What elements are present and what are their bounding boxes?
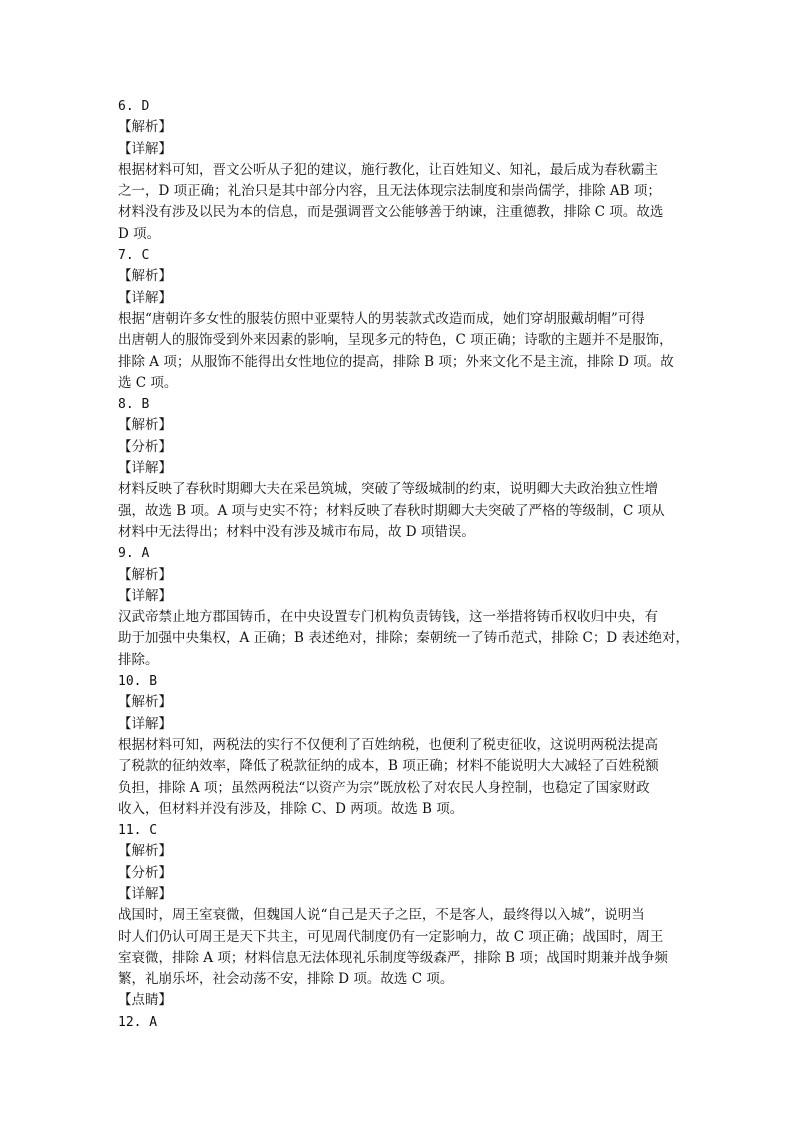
explanation-line: 根据材料可知，两税法的实行不仅便利了百姓纳税，也便利了税吏征收，这说明两税法提高	[118, 736, 658, 753]
section-tag: 【详解】	[118, 587, 172, 604]
section-tag: 【分析】	[118, 438, 172, 455]
question-number: 11. C	[118, 823, 158, 839]
question-number: 9. A	[118, 546, 150, 562]
question-number: 7. C	[118, 248, 150, 264]
answer-block	[118, 394, 678, 543]
answer-block	[118, 96, 678, 245]
explanation-line: 排除 A 项；从服饰不能得出女性地位的提高，排除 B 项；外来文化不是主流，排除 D 项。故	[118, 353, 674, 370]
explanation-line: 繁，礼崩乐坏，社会动荡不安，排除 D 项。故选 C 项。	[118, 971, 454, 988]
answer-block	[118, 1012, 678, 1033]
section-tag: 【解析】	[118, 268, 172, 285]
explanation-line: 收入，但材料并没有涉及，排除 C、D 两项。故选 B 项。	[118, 800, 464, 817]
explanation-line: 负担，排除 A 项；虽然两税法“以资产为宗”既放松了对农民人身控制，也稳定了国家财政	[118, 779, 650, 796]
explanation-line: 强，故选 B 项。A 项与史实不符；材料反映了春秋时期卿大夫突破了严格的等级制，C 项从	[118, 502, 665, 519]
section-tag: 【分析】	[118, 864, 172, 881]
explanation-line: 选 C 项。	[118, 374, 178, 391]
section-tag: 【解析】	[118, 417, 172, 434]
section-tag: 【解析】	[118, 694, 172, 711]
section-tag: 【详解】	[118, 885, 172, 902]
answer-block	[118, 245, 678, 394]
explanation-line: 材料没有涉及以民为本的信息，而是强调晋文公能够善于纳谏，注重德教，排除 C 项。故选	[118, 204, 664, 221]
explanation-line: 汉武帝禁止地方郡国铸币，在中央设置专门机构负责铸钱，这一举措将铸币权收归中央，有	[118, 609, 658, 626]
explanation-line: 材料反映了春秋时期卿大夫在采邑筑城，突破了等级城制的约束，说明卿大夫政治独立性增	[118, 481, 658, 498]
section-tag: 【点睛】	[118, 992, 172, 1009]
explanation-line: 材料中无法得出；材料中没有涉及城市布局，故 D 项错误。	[118, 523, 475, 540]
answer-block	[118, 543, 689, 671]
answer-block	[118, 671, 678, 820]
question-number: 12. A	[118, 1014, 158, 1030]
question-number: 8. B	[118, 397, 150, 413]
explanation-line: 时人们仍认可周王是天下共主，可见周代制度仍有一定影响力，故 C 项正确；战国时，周王	[118, 928, 664, 945]
answer-block	[118, 820, 678, 1012]
explanation-line: 根据材料可知，晋文公听从子犯的建议，施行教化，让百姓知义、知礼，最后成为春秋霸主	[118, 161, 658, 178]
explanation-line: 排除。	[118, 651, 159, 668]
section-tag: 【详解】	[118, 460, 172, 477]
explanation-line: 室衰微，排除 A 项；材料信息无法体现礼乐制度等级森严，排除 B 项；战国时期兼并战争频	[118, 949, 668, 966]
explanation-line: 根据“唐朝许多女性的服装仿照中亚粟特人的男装款式改造而成，她们穿胡服戴胡帽”可得	[118, 310, 645, 327]
answer-page	[118, 96, 689, 1033]
section-tag: 【详解】	[118, 289, 172, 306]
section-tag: 【解析】	[118, 566, 172, 583]
section-tag: 【详解】	[118, 140, 172, 157]
explanation-line: 了税款的征纳效率，降低了税款征纳的成本，B 项正确；材料不能说明大大减轻了百姓税额	[118, 758, 659, 775]
question-number: 6. D	[118, 99, 150, 114]
section-tag: 【详解】	[118, 715, 172, 732]
question-number: 10. B	[118, 674, 158, 690]
explanation-line: D 项。	[118, 225, 161, 242]
section-tag: 【解析】	[118, 119, 172, 136]
explanation-line: 出唐朝人的服饰受到外来因素的影响，呈现多元的特色，C 项正确；诗歌的主题并不是服饰，	[118, 332, 673, 349]
section-tag: 【解析】	[118, 843, 172, 860]
explanation-line: 战国时，周王室衰微，但魏国人说“自己是天子之臣，不是客人，最终得以入城”，说明当	[118, 907, 645, 924]
explanation-line: 助于加强中央集权，A 正确；B 表述绝对，排除；秦朝统一了铸币范式，排除 C；D 表述绝对，	[118, 630, 689, 647]
explanation-line: 之一，D 项正确；礼治只是其中部分内容，且无法体现宗法制度和崇尚儒学，排除 AB 项；	[118, 183, 661, 200]
